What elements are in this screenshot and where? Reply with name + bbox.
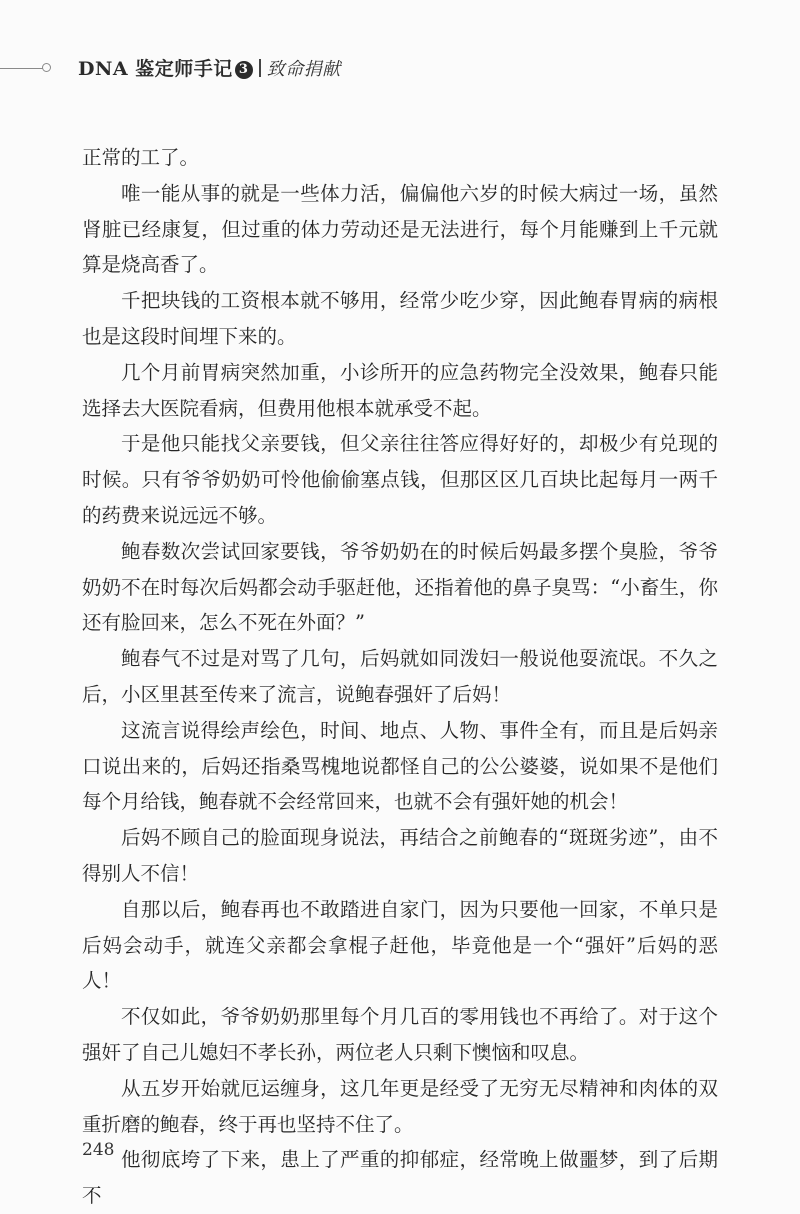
page-body: [82, 140, 718, 1214]
book-subtitle: 致命捐献: [266, 59, 341, 80]
paragraph: 千把块钱的工资根本就不够用，经常少吃少穿，因此鲍春胃病的病根也是这段时间埋下来的。: [82, 289, 718, 348]
paragraph: 于是他只能找父亲要钱，但父亲往往答应得好好的，却极少有兑现的时候。只有爷爷奶奶可怜他偷偷塞点钱，但那区区几百块比起每月一两千的药费来说远远不够。: [82, 432, 718, 527]
header-circle-ornament: [42, 63, 51, 72]
book-title: DNA 鉴定师手记: [78, 58, 233, 80]
paragraph: 自那以后，鲍春再也不敢踏进自家门，因为只要他一回家，不单只是后妈会动手，就连父亲都会拿棍子赶他，毕竟他是一个“强奸”后妈的恶人！: [82, 897, 718, 993]
running-header: [0, 52, 800, 84]
header-separator: [259, 59, 261, 77]
volume-badge: 3: [235, 61, 253, 79]
paragraph: 后妈不顾自己的脸面现身说法，再结合之前鲍春的“斑斑劣迹”，由不得别人不信！: [82, 826, 718, 885]
paragraph: 唯一能从事的就是一些体力活，偏偏他六岁的时候大病过一场，虽然肾脏已经康复，但过重的体力劳动还是无法进行，每个月能赚到上千元就算是烧高香了。: [82, 181, 718, 277]
header-rule: [0, 68, 44, 69]
paragraph: 几个月前胃病突然加重，小诊所开的应急药物完全没效果，鲍春只能选择去大医院看病，但费用他根本就承受不起。: [82, 360, 718, 420]
page-number: 248: [82, 1140, 115, 1160]
paragraph: 这流言说得绘声绘色，时间、地点、人物、事件全有，而且是后妈亲口说出来的，后妈还指桑骂槐地说都怪自己的公公婆婆，说如果不是他们每个月给钱，鲍春就不会经常回来，也就不会有强奸她的机会！: [82, 718, 718, 814]
paragraph: 他彻底垮了下来，患上了严重的抑郁症，经常晚上做噩梦，到了后期不: [82, 1148, 718, 1208]
paragraph: 不仅如此，爷爷奶奶那里每个月几百的零用钱也不再给了。对于这个强奸了自己儿媳妇不孝长孙，两位老人只剩下懊恼和叹息。: [82, 1005, 718, 1064]
paragraph: 鲍春气不过是对骂了几句，后妈就如同泼妇一般说他耍流氓。不久之后，小区里甚至传来了流言，说鲍春强奸了后妈！: [82, 647, 718, 706]
paragraph: 从五岁开始就厄运缠身，这几年更是经受了无穷无尽精神和肉体的双重折磨的鲍春，终于再也坚持不住了。: [82, 1076, 718, 1136]
paragraph: 鲍春数次尝试回家要钱，爷爷奶奶在的时候后妈最多摆个臭脸，爷爷奶奶不在时每次后妈都会动手驱赶他，还指着他的鼻子臭骂：“小畜生，你还有脸回来，怎么不死在外面？”: [82, 539, 718, 635]
header-title: [78, 54, 341, 81]
paragraph: 正常的工了。: [82, 146, 200, 169]
